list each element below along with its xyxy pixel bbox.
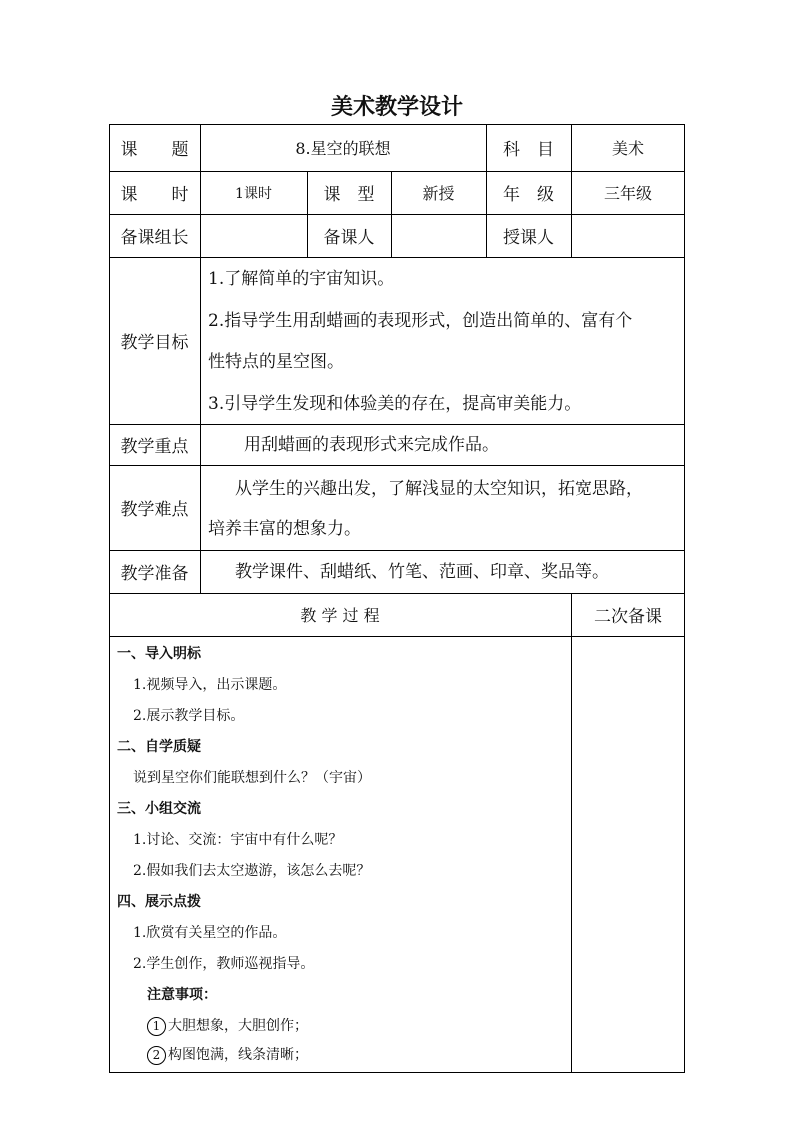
section-item: 1.视频导入，出示课题。 bbox=[133, 677, 287, 693]
teacher-label: 授课人 bbox=[503, 228, 554, 248]
col-divider bbox=[571, 593, 572, 1073]
hours-label: 课 时 bbox=[120, 185, 189, 205]
section-heading: 三、小组交流 bbox=[117, 801, 201, 817]
notes-heading: 注意事项： bbox=[147, 987, 217, 1003]
teacher-value bbox=[571, 214, 685, 257]
objective-line: 1.了解简单的宇宙知识。 bbox=[208, 269, 395, 289]
type-label: 课 型 bbox=[323, 185, 375, 205]
preparation-text: 教学课件、刮蜡纸、竹笔、范画、印章、奖品等。 bbox=[235, 562, 609, 582]
circled-number: 1 bbox=[147, 1017, 166, 1036]
note-text: 大胆想象，大胆创作； bbox=[168, 1018, 308, 1034]
section-heading: 二、自学质疑 bbox=[117, 739, 201, 755]
objective-line: 性特点的星空图。 bbox=[208, 352, 344, 372]
table-border-bottom bbox=[109, 1072, 685, 1073]
preparation-label: 教学准备 bbox=[120, 564, 189, 584]
note-item bbox=[147, 1044, 308, 1065]
col-divider bbox=[684, 550, 685, 594]
section-heading: 四、展示点拨 bbox=[117, 894, 201, 910]
objective-line: 2.指导学生用刮蜡画的表现形式，创造出简单的、富有个 bbox=[208, 311, 633, 331]
subject-label: 科 目 bbox=[503, 140, 554, 160]
difficulties-line: 培养丰富的想象力。 bbox=[208, 519, 361, 539]
key-points-label: 教学重点 bbox=[120, 437, 189, 457]
objective-line: 3.引导学生发现和体验美的存在，提高审美能力。 bbox=[208, 394, 582, 414]
course-value: 8.星空的联想 bbox=[295, 139, 391, 158]
objectives-label: 教学目标 bbox=[120, 333, 189, 353]
process-header: 教 学 过 程 bbox=[300, 606, 380, 625]
type-value: 新授 bbox=[422, 184, 455, 203]
page-title: 美术教学设计 bbox=[330, 95, 463, 120]
subject-value: 美术 bbox=[611, 139, 644, 158]
grade-label: 年 级 bbox=[503, 185, 554, 205]
section-item: 2.展示教学目标。 bbox=[133, 708, 245, 724]
preparer-value bbox=[391, 214, 486, 257]
section-item: 说到星空你们能联想到什么？（宇宙） bbox=[133, 770, 371, 786]
group-leader-label: 备课组长 bbox=[120, 228, 189, 248]
key-points-text: 用刮蜡画的表现形式来完成作品。 bbox=[244, 435, 499, 455]
section-item: 2.假如我们去太空遨游，该怎么去呢？ bbox=[133, 863, 371, 879]
second-prep-header: 二次备课 bbox=[594, 607, 662, 627]
section-item: 2.学生创作，教师巡视指导。 bbox=[133, 956, 315, 972]
note-item bbox=[147, 1015, 308, 1036]
hours-value: 1课时 bbox=[235, 185, 272, 202]
section-heading: 一、导入明标 bbox=[117, 646, 201, 662]
difficulties-label: 教学难点 bbox=[120, 500, 189, 520]
course-label: 课 题 bbox=[120, 140, 189, 160]
col-divider bbox=[200, 550, 201, 594]
preparer-label: 备课人 bbox=[323, 228, 375, 248]
note-text: 构图饱满，线条清晰； bbox=[168, 1047, 308, 1063]
row-divider bbox=[109, 636, 685, 637]
difficulties-line: 从学生的兴趣出发，了解浅显的太空知识，拓宽思路， bbox=[235, 479, 643, 499]
circled-number: 2 bbox=[147, 1046, 166, 1065]
grade-value: 三年级 bbox=[603, 184, 652, 203]
section-item: 1.讨论、交流：宇宙中有什么呢？ bbox=[133, 832, 343, 848]
section-item: 1.欣赏有关星空的作品。 bbox=[133, 925, 287, 941]
group-leader-value bbox=[200, 214, 307, 257]
